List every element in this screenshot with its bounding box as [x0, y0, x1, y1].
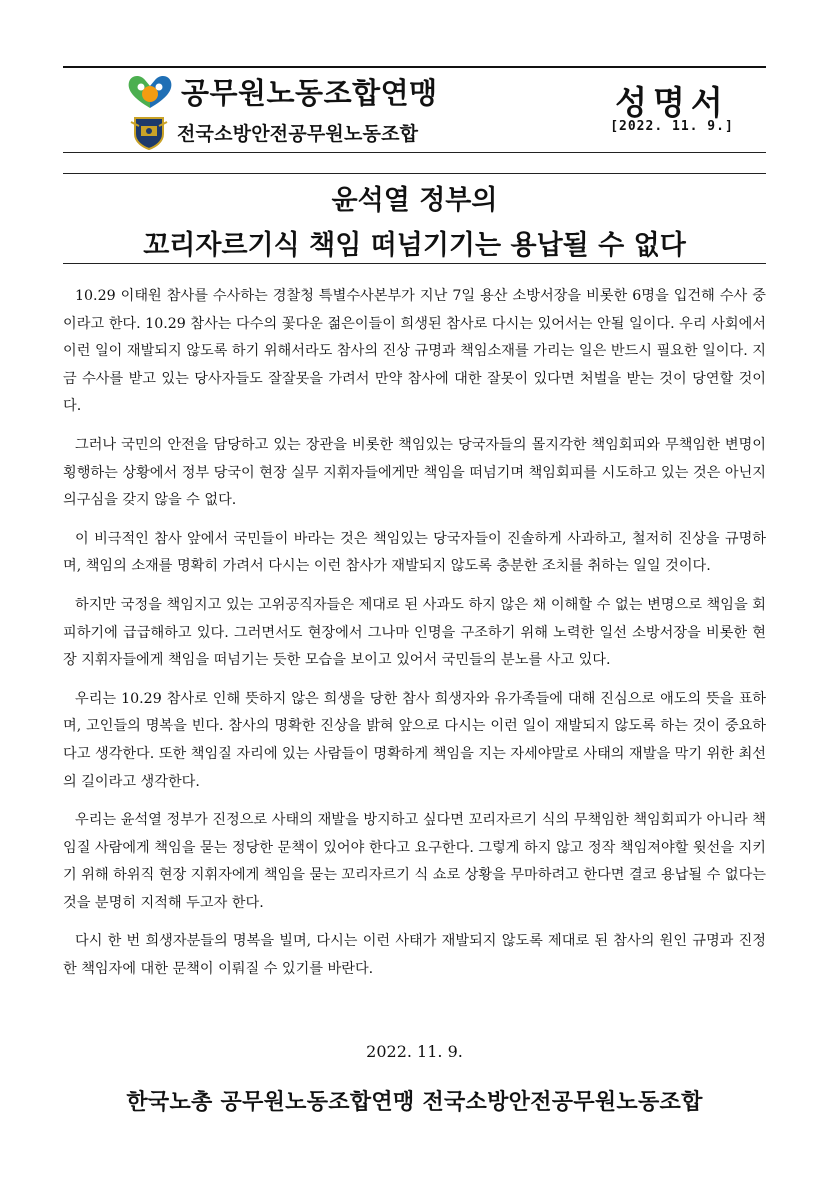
document-type-title: 성명서 [615, 83, 729, 122]
headline-top-rule [63, 173, 766, 174]
letterhead [63, 67, 766, 153]
document-date-bracket: [2022. 11. 9.] [610, 119, 734, 134]
federation-org-line [125, 71, 438, 112]
org-primary-name: 공무원노동조합연맹 [181, 76, 438, 110]
headline [63, 178, 766, 268]
paragraph-5: 우리는 10.29 참사로 인해 뜻하지 않은 희생을 당한 참사 희생자와 유가족들에 대해 진심으로 애도의 뜻을 표하며, 고인들의 명복을 빈다. 참사의 명확한 진상을 밝혀 앞으로 다시는 이런 일이 재발되지 않도록 하는 것이 중요하다고 생각한다. 또한 책임질 자리에 있는 사람들이 명확하게 책임을 지는 자세야말로 사태의 재발을 막기 위한 최선의 길이라고 생각한다. [63, 690, 766, 790]
paragraph-6: 우리는 윤석열 정부가 진정으로 사태의 재발을 방지하고 싶다면 꼬리자르기 식의 무책임한 책임회피가 아니라 책임질 사람에게 책임을 묻는 정당한 문책이 있어야 한다고 요구한다. 그렇게 하지 않고 정작 책임져야할 윗선을 지키기 위해 하위직 현장 지휘자에게 책임을 묻는 꼬리자르기 식 쇼로 상황을 무마하려고 한다면 결코 용납될 수 없다는 것을 분명히 지적해 두고자 한다. [63, 812, 766, 911]
statement-body [63, 283, 766, 995]
signers: 한국노총 공무원노동조합연맹 전국소방안전공무원노동조합 [126, 1089, 703, 1115]
fire-union-org-line [129, 114, 418, 150]
headline-line-1: 윤석열 정부의 [331, 185, 498, 216]
headline-line-2: 꼬리자르기식 책임 떠넘기기는 용납될 수 없다 [143, 230, 686, 261]
paragraph-7: 다시 한 번 희생자분들의 명복을 빌며, 다시는 이런 사태가 재발되지 않도록 제대로 된 참사의 원인 규명과 진정한 책임자에 대한 문책이 이뤄질 수 있기를 바란다. [63, 933, 766, 978]
org-secondary-name: 전국소방안전공무원노동조합 [177, 122, 419, 145]
header-bottom-rule [63, 152, 766, 153]
paragraph-3: 이 비극적인 참사 앞에서 국민들이 바라는 것은 책임있는 당국자들이 진솔하게 사과하고, 철저히 진상을 규명하며, 책임의 소재를 명확히 가려서 다시는 이런 참사가 재발되지 않도록 충분한 조치를 취하는 일일 것이다. [63, 530, 766, 575]
federation-heart-logo-icon [125, 72, 175, 112]
fire-union-emblem-icon [129, 114, 169, 150]
headline-bottom-rule [63, 263, 766, 264]
paragraph-4: 하지만 국정을 책임지고 있는 고위공직자들은 제대로 된 사과도 하지 않은 채 이해할 수 없는 변명으로 책임을 회피하기에 급급해하고 있다. 그러면서도 현장에서 그나마 인명을 구조하기 위해 노력한 일선 소방서장을 비롯한 현장 지휘자들에게 책임을 떠넘기는 듯한 모습을 보이고 있어서 국민들의 분노를 사고 있다. [63, 596, 766, 669]
paragraph-2: 그러나 국민의 안전을 담당하고 있는 장관을 비롯한 책임있는 당국자들의 몰지각한 책임회피와 무책임한 변명이 횡행하는 상황에서 정부 당국이 현장 실무 지휘자들에게만 책임을 떠넘기며 책임회피를 시도하고 있는 것은 아닌지 의구심을 갖지 않을 수 없다. [63, 436, 766, 509]
paragraph-1: 10.29 이태원 참사를 수사하는 경찰청 특별수사본부가 지난 7일 용산 소방서장을 비롯한 6명을 입건해 수사 중이라고 한다. 10.29 참사는 다수의 꽃다운 젊은이들이 희생된 참사로 다시는 있어서는 안될 일이다. 우리 사회에서 이런 일이 재발되지 않도록 하기 위해서라도 참사의 진상 규명과 책임소재를 가리는 일은 반드시 필요한 일이다. 지금 수사를 받고 있는 당사자들도 잘잘못을 가려서 만약 참사에 대한 잘못이 있다면 처벌을 받는 것이 당연할 것이다. [63, 288, 766, 415]
signature-date: 2022. 11. 9. [366, 1042, 463, 1061]
